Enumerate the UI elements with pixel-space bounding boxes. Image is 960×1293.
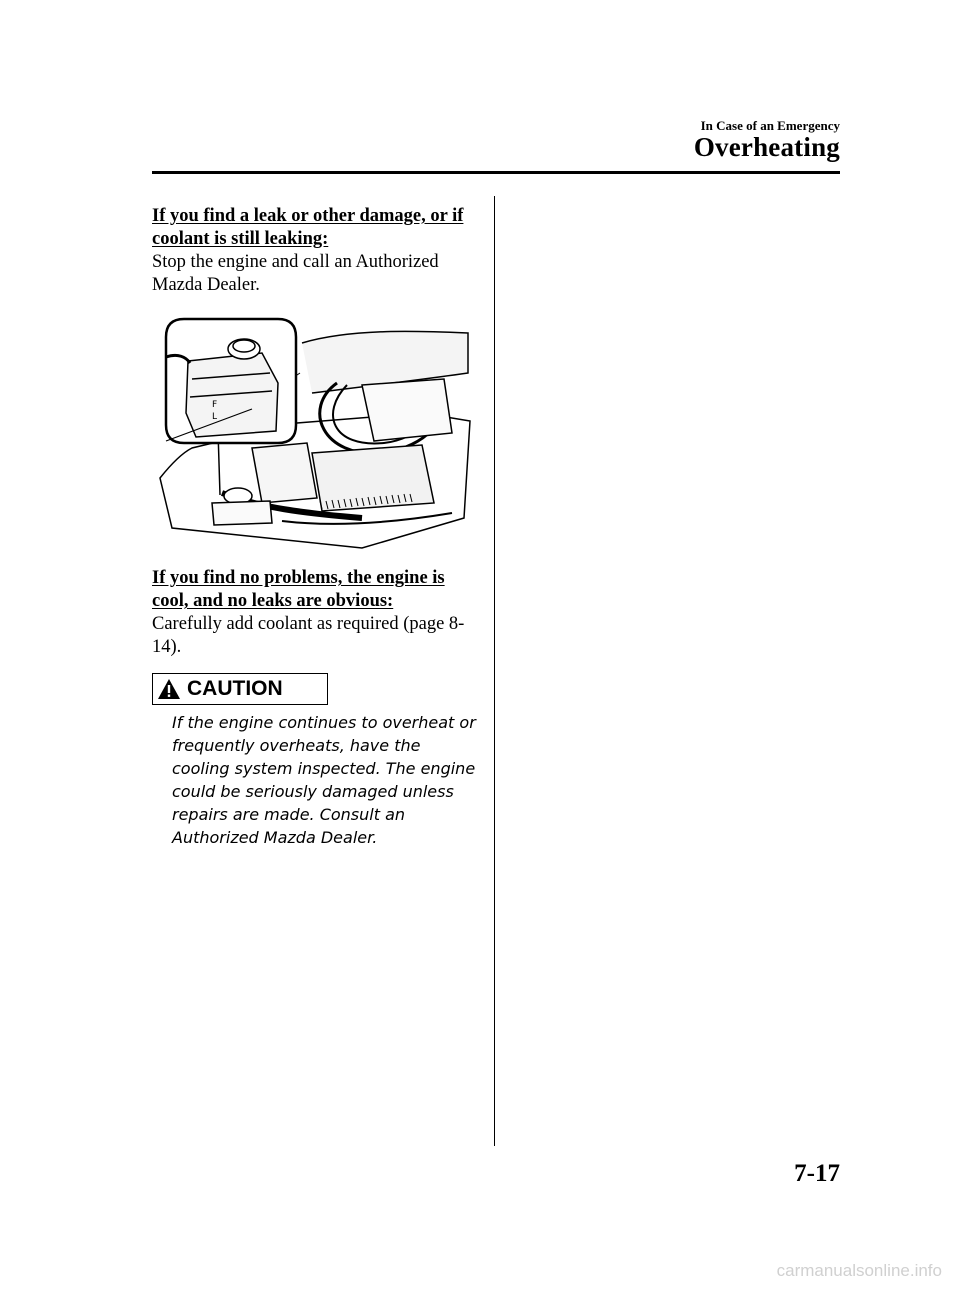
coolant-reservoir-illustration xyxy=(152,313,474,553)
subheading-leak: If you find a leak or other damage, or if coolant is still leaking: xyxy=(152,206,464,249)
watermark: carmanualsonline.info xyxy=(776,1261,942,1280)
warning-icon xyxy=(157,678,181,700)
subheading-no-problems: If you find no problems, the engine is cool, and no leaks are obvious: xyxy=(152,568,445,611)
low-mark-label: L xyxy=(212,412,218,422)
page-number: 7-17 xyxy=(794,1160,840,1187)
left-column xyxy=(152,205,477,849)
page-title: Overheating xyxy=(693,132,840,162)
column-divider xyxy=(494,196,495,1146)
full-mark-label: F xyxy=(212,400,218,410)
header-rule xyxy=(152,171,840,174)
caution-text: If the engine continues to overheat or frequently overheats, have the cooling system inspected. The engine could be seriously damaged unless repairs are made. Consult an Authorized Mazda Dealer. xyxy=(172,713,476,847)
caution-header xyxy=(152,673,328,705)
caution-label: CAUTION xyxy=(187,677,283,700)
paragraph-stop-engine: Stop the engine and call an Authorized Mazda Dealer. xyxy=(152,252,439,295)
section-label: In Case of an Emergency xyxy=(700,118,840,133)
paragraph-add-coolant: Carefully add coolant as required (page 8-14). xyxy=(152,614,465,657)
